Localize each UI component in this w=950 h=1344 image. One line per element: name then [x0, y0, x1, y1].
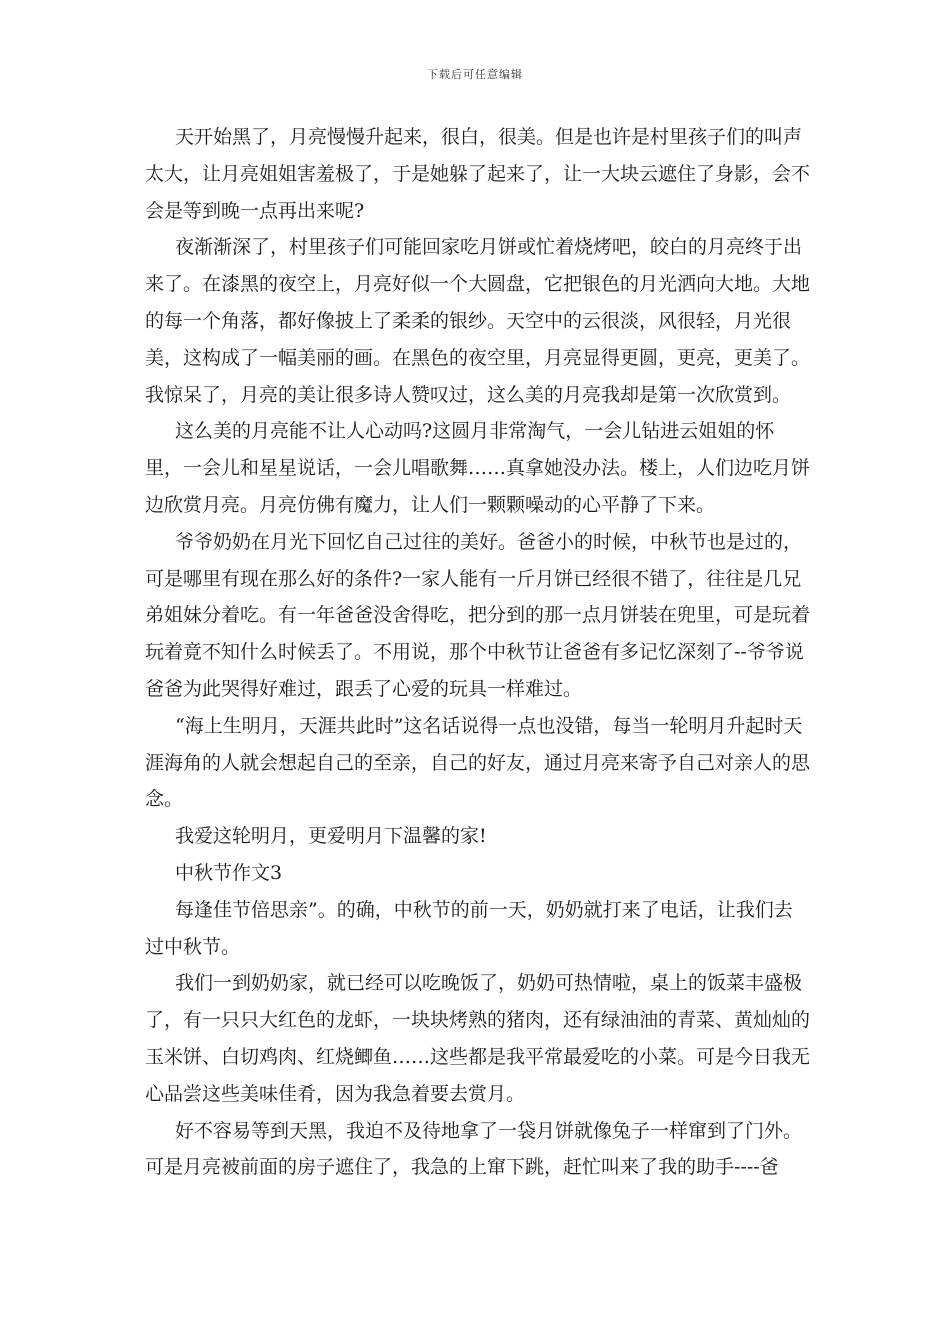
paragraph: 这么美的月亮能不让人心动吗?这圆月非常淘气，一会儿钻进云姐姐的怀里，一会儿和星星说话，一会儿唱歌舞……真拿她没办法。楼上，人们边吃月饼边欣赏月亮。月亮仿佛有魔力，让人们一颗颗噪动的心平静了下来。: [145, 420, 811, 516]
page-header: 下载后可任意编辑: [427, 68, 523, 81]
section-heading: 中秋节作文3: [175, 861, 283, 884]
paragraph: 天开始黑了，月亮慢慢升起来，很白，很美。但是也许是村里孩子们的叫声太大，让月亮姐姐害羞极了，于是她躲了起来了，让一大块云遮住了身影，会不会是等到晚一点再出来呢?: [145, 126, 811, 222]
paragraph: 我爱这轮明月，更爱明月下温馨的家!: [175, 825, 487, 848]
paragraph: 夜渐渐深了，村里孩子们可能回家吃月饼或忙着烧烤吧，皎白的月亮终于出来了。在漆黑的夜空上，月亮好似一个大圆盘，它把银色的月光洒向大地。大地的每一个角落，都好像披上了柔柔的银纱。天空中的云很淡，风很轻，月光很美，这构成了一幅美丽的画。在黑色的夜空里，月亮显得更圆，更亮，更美了。我惊呆了，月亮的美让很多诗人赞叹过，这么美的月亮我却是第一次欣赏到。: [145, 236, 811, 406]
paragraph: “海上生明月，天涯共此时”这名话说得一点也没错，每当一轮明月升起时天涯海角的人就会想起自己的至亲，自己的好友，通过月亮来寄予自己对亲人的思念。: [145, 714, 811, 811]
paragraph: 每逢佳节倍思亲”。的确，中秋节的前一天，奶奶就打来了电话，让我们去过中秋节。: [145, 898, 793, 958]
paragraph: 好不容易等到天黑，我迫不及待地拿了一袋月饼就像兔子一样窜到了门外。可是月亮被前面的房子遮住了，我急的上窜下跳，赶忙叫来了我的助手----爸: [145, 1119, 803, 1179]
paragraph: 我们一到奶奶家，就已经可以吃晚饭了，奶奶可热情啦，桌上的饭菜丰盛极了，有一只只大红色的龙虾，一块块烤熟的猪肉，还有绿油油的青菜、黄灿灿的玉米饼、白切鸡肉、红烧鲫鱼……这些都是我平常最爱吃的小菜。可是今日我无心品尝这些美味佳肴，因为我急着要去赏月。: [145, 972, 811, 1105]
document-body: [145, 119, 810, 1186]
paragraph: 爷爷奶奶在月光下回忆自己过往的美好。爸爸小的时候，中秋节也是过的，可是哪里有现在那么好的条件?一家人能有一斤月饼已经很不错了，往往是几兄弟姐妹分着吃。有一年爸爸没舍得吃，把分到的那一点月饼装在兜里，可是玩着玩着竟不知什么时候丢了。不用说，那个中秋节让爸爸有多记忆深刻了--爷爷说爸爸为此哭得好难过，跟丢了心爱的玩具一样难过。: [145, 530, 811, 700]
